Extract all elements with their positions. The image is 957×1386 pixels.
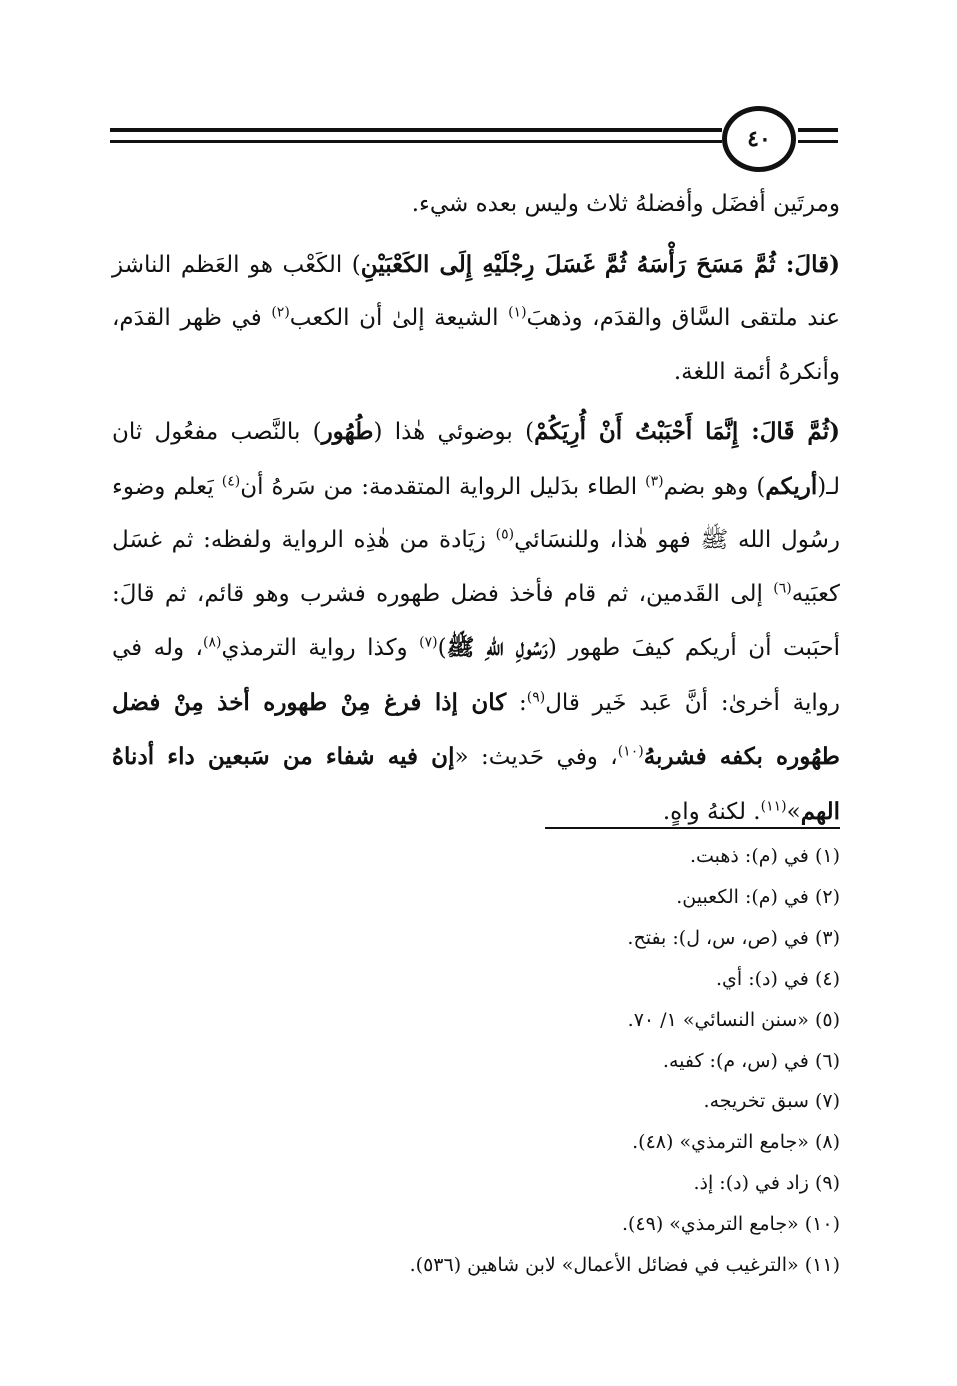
page-header bbox=[110, 98, 840, 168]
paragraph bbox=[112, 405, 840, 839]
footnote-ref: (٦) bbox=[773, 579, 792, 596]
footnote bbox=[300, 1245, 840, 1286]
footnote-text: «جامع الترمذي» (٤٩). bbox=[621, 1213, 799, 1236]
footnote-separator bbox=[545, 827, 840, 829]
footnote bbox=[300, 959, 840, 1000]
footnote bbox=[300, 918, 840, 959]
bold-text: طُهُور bbox=[321, 418, 374, 445]
text-run: . لكنهُ واهٍ. bbox=[662, 798, 761, 825]
bold-text: إِنَّمَا أَحْبَبْتُ أَنْ أُرِيَكُمْ bbox=[534, 418, 739, 445]
footnote-text: «الترغيب في فضائل الأعمال» لابن شاهين (٥٣٦). bbox=[409, 1254, 799, 1277]
footnote-number: (٤) bbox=[814, 967, 840, 990]
footnote-ref: (١١) bbox=[760, 797, 787, 814]
text-run: » bbox=[786, 798, 801, 825]
footnote-text: زاد في (د): إذ. bbox=[693, 1172, 809, 1195]
text-run: يَعلم وضوء رسُول الله ﷺ فهو هٰذا، وللنسَائي bbox=[112, 473, 840, 553]
footnote-ref: (٤) bbox=[221, 472, 241, 489]
footnote bbox=[300, 877, 840, 918]
footnote-text: «سنن النسائي» ١/ ٧٠. bbox=[627, 1008, 809, 1031]
footnote bbox=[300, 1204, 840, 1245]
text-run: ) بوضوئي هٰذا ( bbox=[373, 419, 535, 445]
bold-text: رَسُولِ اللهِ ﷺ bbox=[446, 634, 548, 661]
text-run: زيَادة من هٰذِه الرواية ولفظه: ثم غسَل كعبَيه bbox=[112, 527, 840, 607]
footnote-text: في (ص، س، ل): بفتح. bbox=[627, 926, 809, 949]
main-text bbox=[112, 178, 840, 839]
paragraph bbox=[112, 178, 840, 232]
paragraph bbox=[112, 238, 840, 400]
footnote bbox=[300, 1081, 840, 1122]
footnote-number: (٨) bbox=[814, 1131, 840, 1154]
text-run: الشيعة إلىٰ أن الكعب bbox=[289, 305, 509, 331]
header-rule-top bbox=[110, 128, 722, 132]
footnote-ref: (١) bbox=[508, 304, 527, 321]
footnote-number: (٩) bbox=[814, 1172, 840, 1195]
text-run: في ظهر القدَم، وأنكرهُ أئمة اللغة. bbox=[112, 305, 840, 385]
bold-text: أريكم bbox=[765, 472, 818, 500]
text-run: الطاء بدَليل الرواية المتقدمة: من سَرهُ أن bbox=[240, 473, 646, 500]
footnote-ref: (٣) bbox=[645, 472, 664, 489]
footnote bbox=[300, 1163, 840, 1204]
bold-text: (قالَ: bbox=[775, 250, 841, 278]
text-run: ) وهو بضم bbox=[663, 473, 766, 500]
text-run: ) bbox=[437, 635, 447, 661]
footnote-number: (١٠) bbox=[804, 1213, 840, 1236]
footnote bbox=[300, 1122, 840, 1163]
footnote-ref: (٥) bbox=[495, 526, 515, 543]
footnote-text: في (م): الكعبين. bbox=[676, 885, 809, 908]
header-rule-bottom bbox=[110, 140, 722, 143]
bold-text: ثُمَّ مَسَحَ رَأْسَهُ ثُمَّ غَسَلَ رِجْلَيْهِ إِلَى الكَعْبَيْنِ bbox=[360, 250, 776, 278]
footnote-number: (١) bbox=[814, 845, 840, 867]
page-number: ٤٠ bbox=[722, 106, 796, 172]
footnote-text: سبق تخريجه. bbox=[703, 1090, 809, 1113]
footnote-number: (١١) bbox=[804, 1254, 840, 1277]
footnote bbox=[300, 1041, 840, 1082]
text-run: ، وله في رواية أخرىٰ: أنَّ عَبد خَير قال bbox=[112, 635, 840, 716]
text-run: ) الكَعْب هو العَظم الناشز عند ملتقى السَّاق والقدَم، وذهبَ bbox=[112, 251, 841, 331]
text-run: ومرتَين أفضَل وأفضلهُ ثلاث وليس بعده شيء. bbox=[411, 191, 840, 217]
footnote-text: «جامع الترمذي» (٤٨). bbox=[632, 1131, 809, 1154]
footnote-number: (٥) bbox=[814, 1008, 840, 1031]
footnote-text: في (د): أي. bbox=[716, 967, 809, 990]
footnote-number: (٣) bbox=[814, 926, 840, 949]
text-run: وكذا رواية الترمذي bbox=[221, 635, 420, 661]
footnote-ref: (٨) bbox=[202, 634, 222, 651]
text-run: ، وفي حَديث: « bbox=[454, 744, 618, 770]
bold-text: كان إذا فرغ مِنْ طهوره أخذ مِنْ فضل طهُوره بكفه فشربهُ bbox=[112, 688, 840, 770]
bold-text: (ثُمَّ قَالَ: bbox=[738, 418, 840, 445]
footnote-text: في (م): ذهبت. bbox=[689, 845, 809, 867]
header-rule-tail-bottom bbox=[798, 140, 838, 143]
bold-text: إن فيه شفاء من سَبعين داء أدناهُ الهم bbox=[112, 743, 840, 825]
text-run: إلى القَدمين، ثم قام فأخذ فضل طهوره فشرب وهو قائم، ثم قالَ: أحبَبت أن أريكم كيفَ طهور ( bbox=[112, 580, 841, 661]
text-run: ) بالنَّصب مفعُول ثان لـ( bbox=[112, 419, 841, 500]
footnote-ref: (١٠) bbox=[617, 743, 644, 760]
footnote-number: (٦) bbox=[814, 1049, 840, 1072]
footnote-number: (٢) bbox=[814, 885, 840, 908]
footnote-ref: (٢) bbox=[271, 304, 290, 321]
footnote-ref: (٩) bbox=[526, 688, 546, 705]
footnote bbox=[300, 1000, 840, 1041]
footnote-number: (٧) bbox=[814, 1090, 840, 1113]
footnote bbox=[300, 836, 840, 877]
text-run: : bbox=[506, 689, 527, 716]
footnote-text: في (س، م): كفيه. bbox=[662, 1049, 809, 1072]
footnotes bbox=[300, 836, 840, 1286]
footnote-ref: (٧) bbox=[419, 634, 438, 651]
header-rule-tail-top bbox=[798, 128, 838, 132]
